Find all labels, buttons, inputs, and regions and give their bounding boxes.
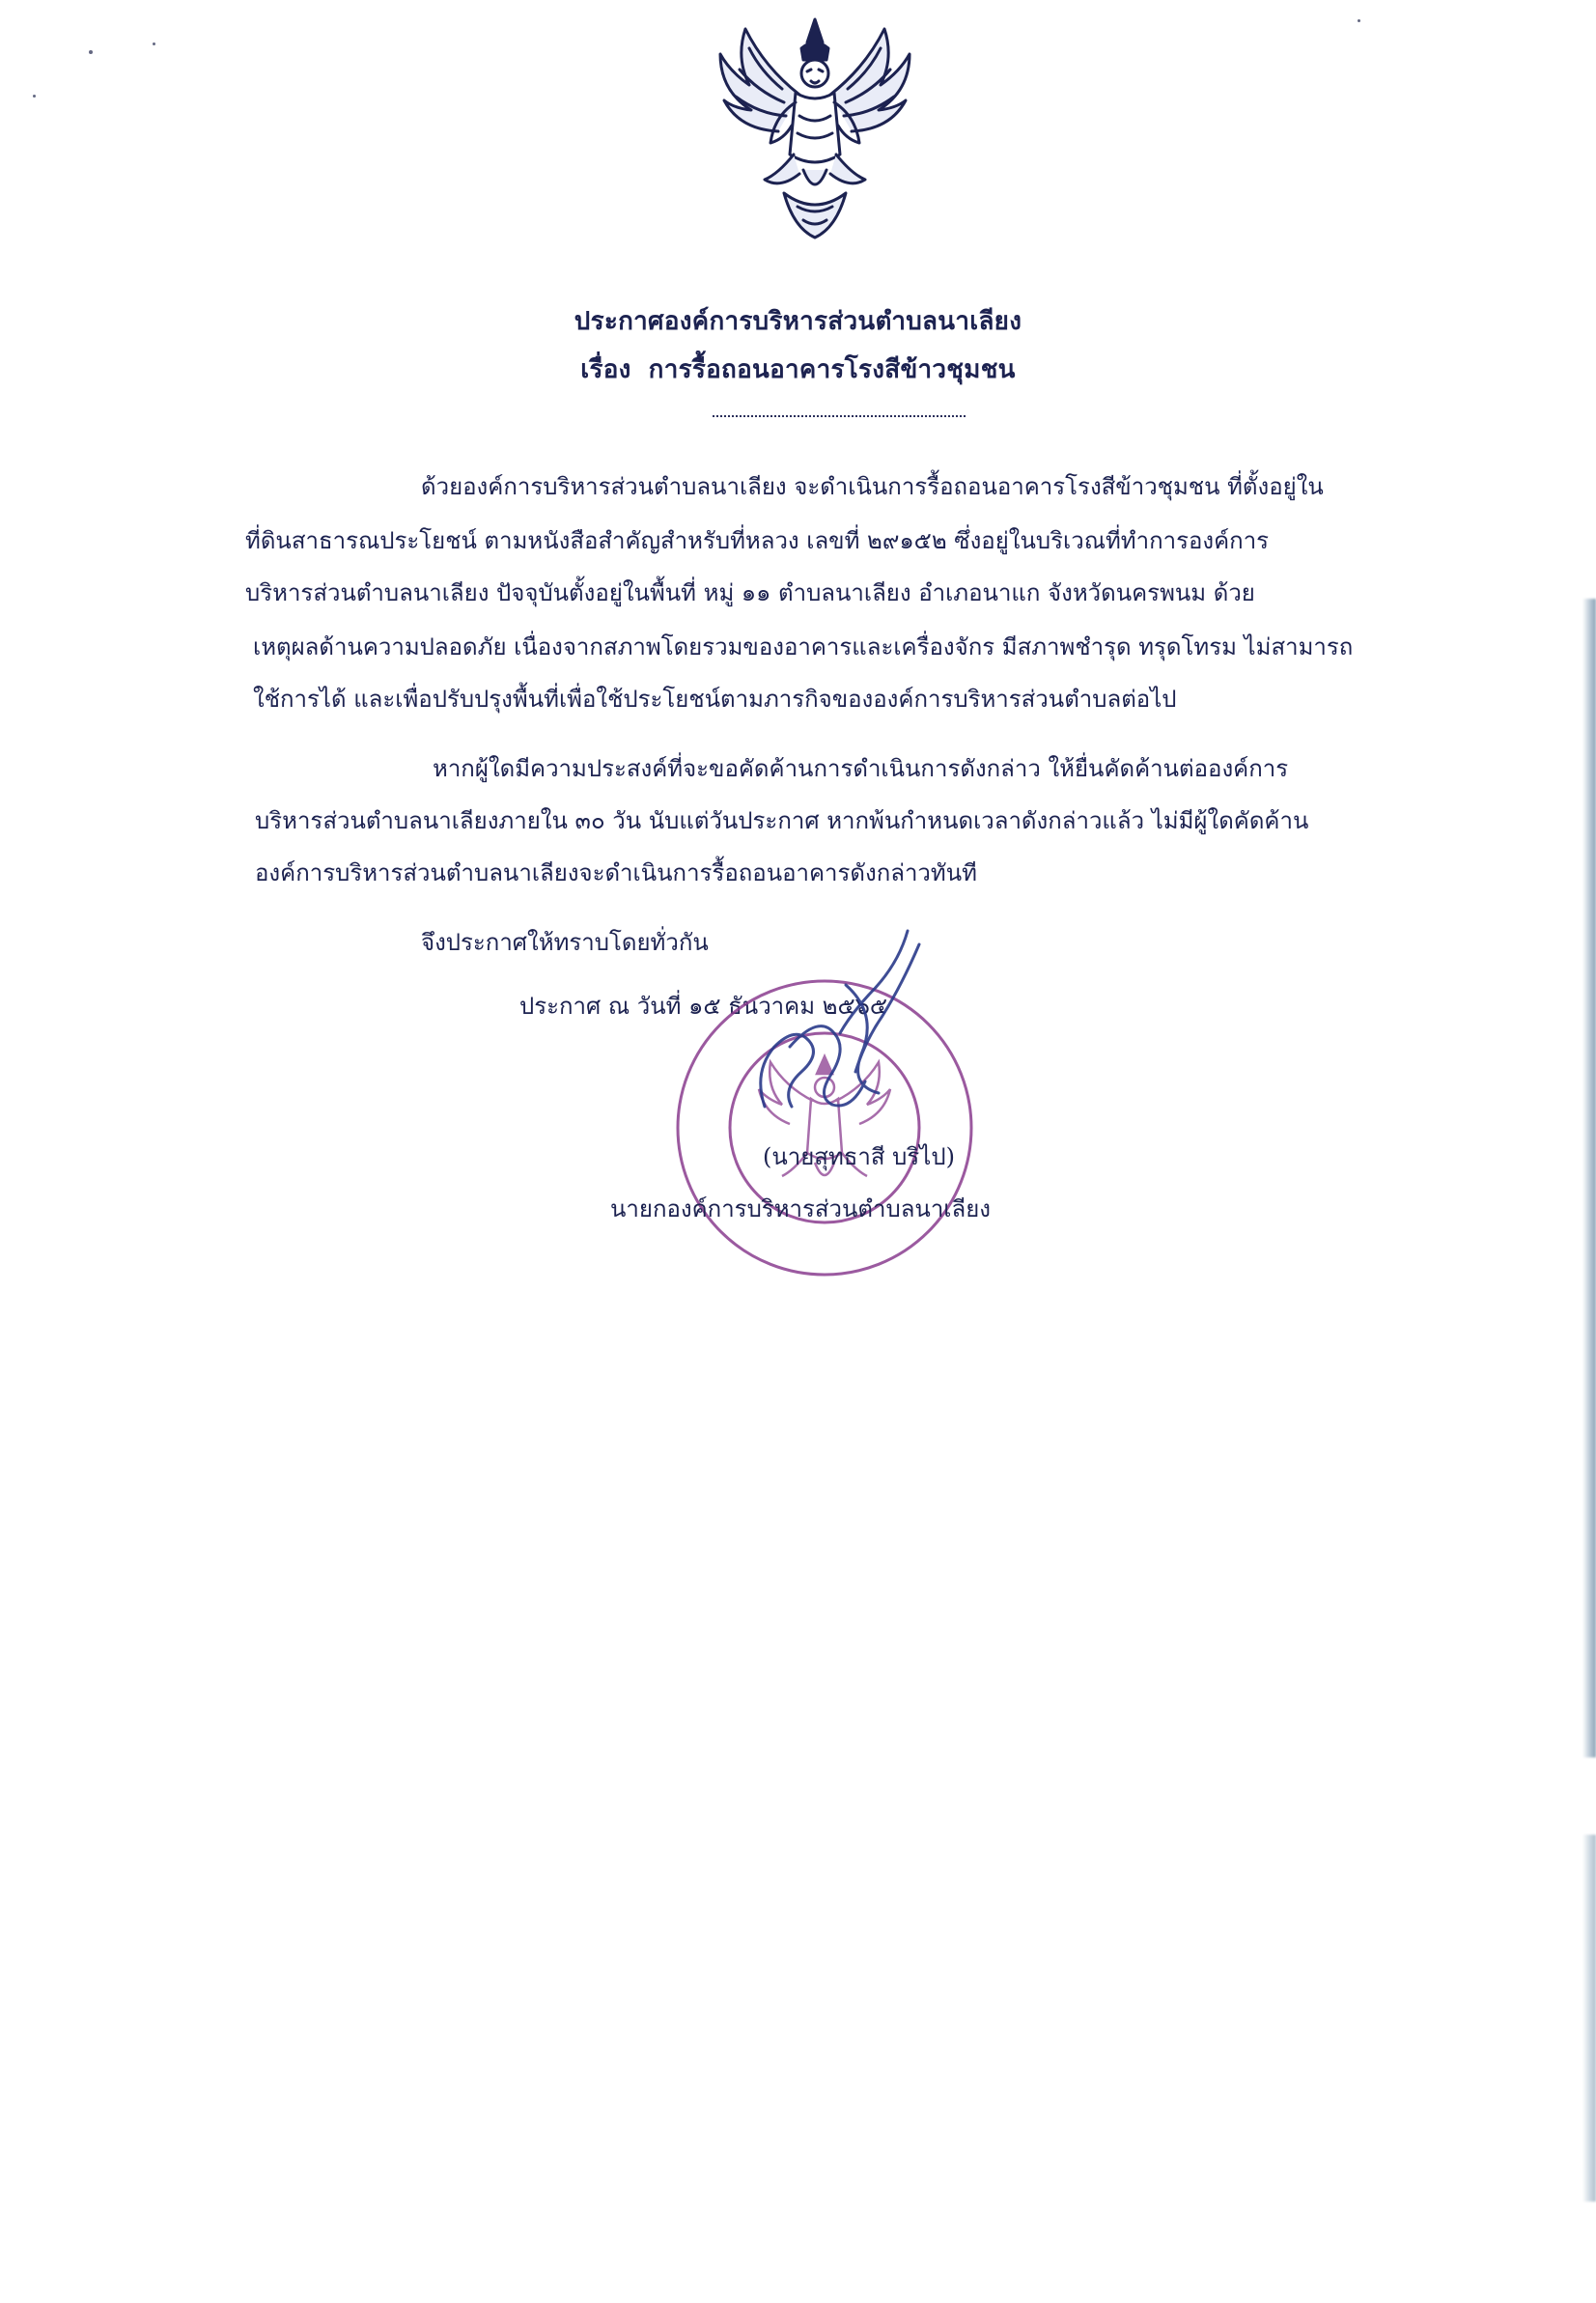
paragraph1-line: บริหารส่วนตำบลนาเลียง ปัจจุบันตั้งอยู่ในพื้นที่ หมู่ ๑๑ ตำบลนาเลียง อำเภอนาแก จังหวัดนครพนม ด้วย <box>245 579 1255 606</box>
paragraph2-line: บริหารส่วนตำบลนาเลียงภายใน ๓๐ วัน นับแต่วันประกาศ หากพ้นกำหนดเวลาดังกล่าวแล้ว ไม่มีผู้ใดคัดค้าน <box>255 807 1309 834</box>
paragraph1-line: ด้วยองค์การบริหารส่วนตำบลนาเลียง จะดำเนินการรื้อถอนอาคารโรงสีข้าวชุมชน ที่ตั้งอยู่ใน <box>421 473 1324 500</box>
garuda-emblem-icon <box>707 10 923 251</box>
scan-edge-shadow-lower <box>1582 1835 1596 2202</box>
scan-speck <box>33 95 36 98</box>
scan-speck <box>153 42 155 45</box>
handwritten-signature-icon <box>676 927 985 1178</box>
signatory-position: นายกองค์การบริหารส่วนตำบลนาเลียง <box>610 1195 991 1222</box>
scan-speck <box>1358 19 1360 22</box>
subject-label: เรื่อง <box>580 355 631 384</box>
announcement-date: ประกาศ ณ วันที่ ๑๕ ธันวาคม ๒๕๖๕ <box>519 993 888 1020</box>
title-divider <box>713 415 966 417</box>
announcement-subject-line <box>0 350 1596 389</box>
paragraph2-line: หากผู้ใดมีความประสงค์ที่จะขอคัดค้านการดำเนินการดังกล่าว ให้ยื่นคัดค้านต่อองค์การ <box>433 755 1289 782</box>
scan-speck <box>89 50 93 54</box>
paragraph1-line: ใช้การได้ และเพื่อปรับปรุงพื้นที่เพื่อใช้ประโยชน์ตามภารกิจขององค์การบริหารส่วนตำบลต่อไป <box>253 686 1177 713</box>
paragraph2-line: องค์การบริหารส่วนตำบลนาเลียงจะดำเนินการรื้อถอนอาคารดังกล่าวทันที <box>255 859 977 886</box>
signatory-name: (นายสุทธาสี บริไป) <box>763 1143 955 1170</box>
scan-edge-shadow <box>1582 599 1596 1757</box>
paragraph1-line: เหตุผลด้านความปลอดภัย เนื่องจากสภาพโดยรวมของอาคารและเครื่องจักร มีสภาพชำรุด ทรุดโทรม ไม่สามารถ <box>253 633 1354 660</box>
paragraph1-line: ที่ดินสาธารณประโยชน์ ตามหนังสือสำคัญสำหรับที่หลวง เลขที่ ๒๙๑๕๒ ซึ่งอยู่ในบริเวณที่ทำการองค์การ <box>245 527 1270 554</box>
announcement-title: ประกาศองค์การบริหารส่วนตำบลนาเลียง <box>574 307 1022 336</box>
subject-text: การรื้อถอนอาคารโรงสีข้าวชุมชน <box>648 355 1016 384</box>
closing-statement: จึงประกาศให้ทราบโดยทั่วกัน <box>421 929 709 956</box>
